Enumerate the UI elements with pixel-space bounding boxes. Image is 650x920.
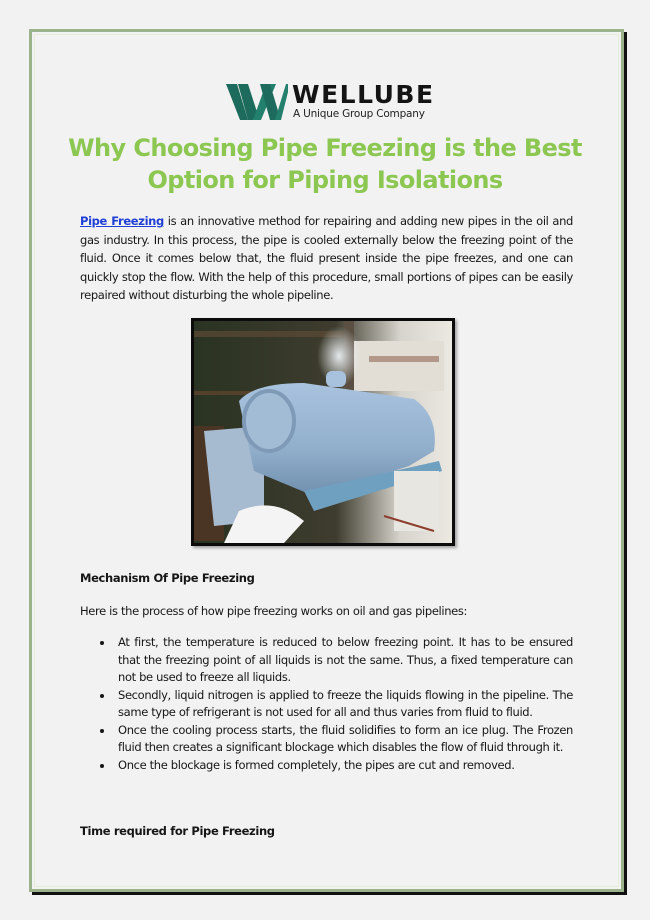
title-line-2: Option for Piping Isolations xyxy=(147,166,503,194)
wellube-w-icon xyxy=(226,82,288,122)
mechanism-lead-text: Here is the process of how pipe freezing works on oil and gas pipelines: xyxy=(80,604,468,618)
photo-illustration xyxy=(194,321,452,543)
mechanism-steps-list xyxy=(80,634,573,774)
logo-brand-name: WELLUBE xyxy=(292,80,435,109)
intro-paragraph xyxy=(80,212,573,305)
time-required-heading: Time required for Pipe Freezing xyxy=(80,824,275,838)
list-item: Secondly, liquid nitrogen is applied to freeze the liquids flowing in the pipeline. The same type of refrigerant is not used for all and thus varies from fluid to fluid. xyxy=(80,687,573,722)
logo-tagline: A Unique Group Company xyxy=(293,108,425,120)
wellube-logo xyxy=(226,80,446,124)
mechanism-heading: Mechanism Of Pipe Freezing xyxy=(80,571,255,585)
list-item: At first, the temperature is reduced to below freezing point. It has to be ensured that the freezing point of all liquids is not the same. Thus, a fixed temperature can not be used to freeze all liquids. xyxy=(80,634,573,687)
title-line-1: Why Choosing Pipe Freezing is the Best xyxy=(68,134,582,162)
intro-text: is an innovative method for repairing and adding new pipes in the oil and gas industry. In this process, the pipe is cooled externally below the freezing point of the fluid. Once it comes below that, the fluid present inside the pipe freezes, and one can quickly stop the flow. With the help of this procedure, small portions of pipes can be easily repaired without disturbing the whole pipeline. xyxy=(80,214,573,302)
page-title xyxy=(60,132,590,196)
list-item: Once the blockage is formed completely, the pipes are cut and removed. xyxy=(80,757,573,775)
pipe-freezing-photo xyxy=(191,318,455,546)
pipe-freezing-link[interactable]: Pipe Freezing xyxy=(80,214,164,228)
list-item: Once the cooling process starts, the fluid solidifies to form an ice plug. The Frozen fluid then creates a significant blockage which disables the flow of fluid through it. xyxy=(80,722,573,757)
